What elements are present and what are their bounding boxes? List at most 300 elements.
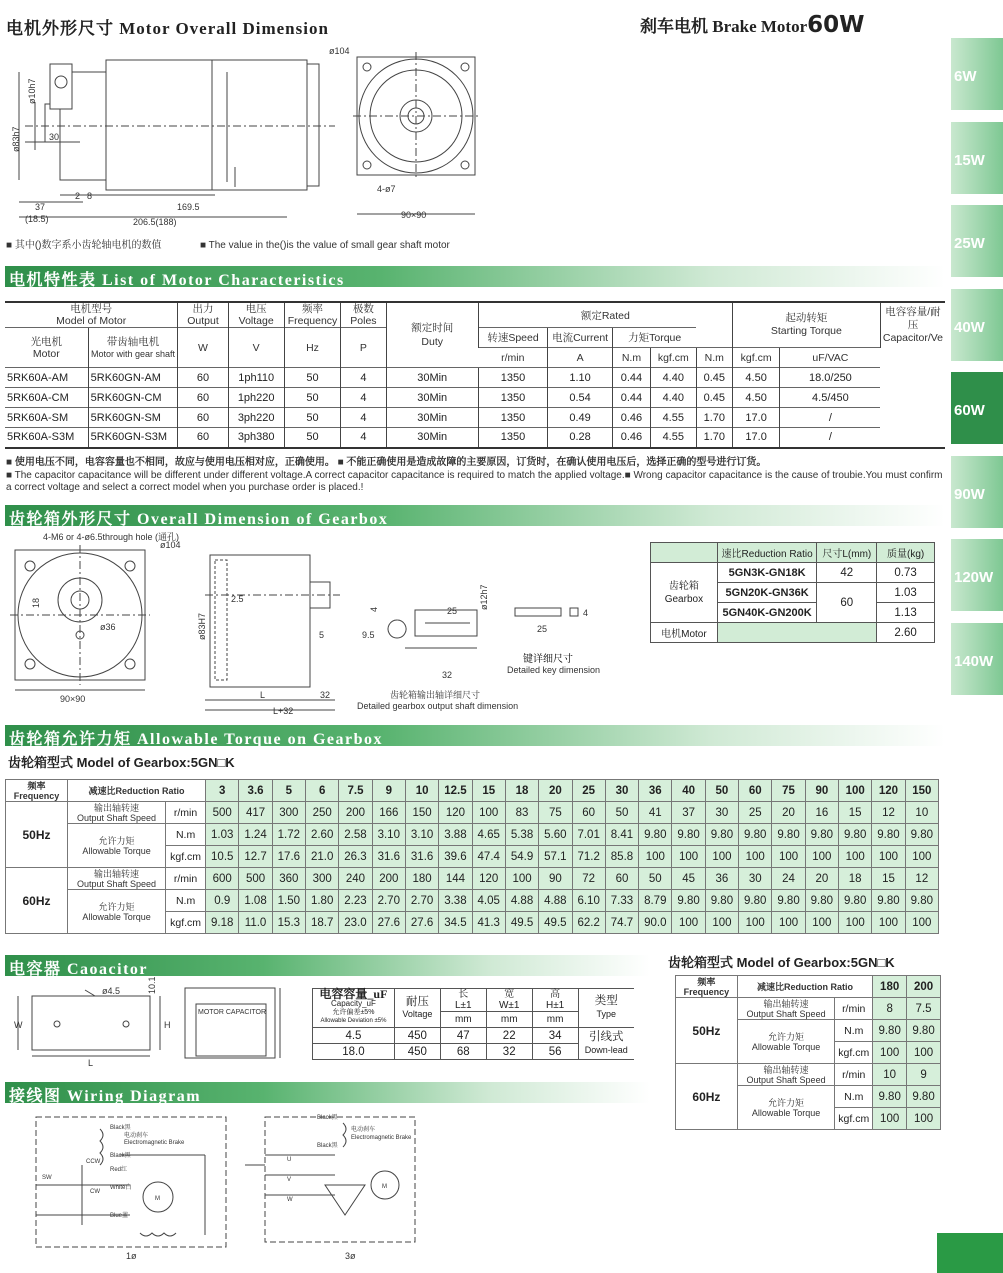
value-cell: 9.80 bbox=[872, 890, 905, 912]
value-cell: 20 bbox=[805, 868, 838, 890]
value-cell: 9.18 bbox=[206, 912, 239, 934]
value-cell: 50 bbox=[639, 868, 672, 890]
ratio-cell: 120 bbox=[872, 780, 905, 802]
cell: 5RK60A-SM bbox=[5, 408, 88, 428]
section-wiring: 接线图 Wiring Diagram bbox=[5, 1082, 650, 1103]
motor-note-en: ■ The value in the()is the value of small gear shaft motor bbox=[200, 240, 450, 251]
value-cell: 100 bbox=[739, 912, 772, 934]
ratio-cell: 15 bbox=[472, 780, 505, 802]
shaft-detail-en: Detailed gearbox output shaft dimension bbox=[357, 701, 519, 711]
gb-dim-label: 4 bbox=[369, 606, 379, 612]
value-cell: 4.88 bbox=[505, 890, 538, 912]
row-label-cn: 输出轴转速 bbox=[94, 802, 140, 813]
h-current: 电流Current bbox=[548, 328, 613, 348]
unit-cell: r/min bbox=[835, 1064, 873, 1086]
row-label-cn: 输出轴转速 bbox=[94, 868, 140, 879]
unit-cell: r/min bbox=[166, 802, 206, 824]
motor-note-cn: ■ 其中()数字系小齿轮轴电机的数值 bbox=[6, 240, 162, 251]
value-cell: 60 bbox=[605, 868, 638, 890]
cell: 5RK60A-CM bbox=[5, 388, 88, 408]
ratio-cell: 200 bbox=[907, 976, 941, 998]
cap-dim-label: ø4.5 bbox=[102, 986, 121, 996]
motor-label: 电机Motor bbox=[651, 623, 718, 643]
unit-mm: mm bbox=[440, 1012, 486, 1028]
cell: 1350 bbox=[478, 388, 547, 408]
table-row bbox=[6, 824, 939, 846]
dim-label: (18.5) bbox=[25, 214, 49, 224]
value-cell: 417 bbox=[239, 802, 272, 824]
gb-dim-label: ø83H7 bbox=[197, 612, 207, 640]
wire-label: 电动刹车 bbox=[124, 1133, 149, 1139]
value-cell: 37 bbox=[672, 802, 705, 824]
ratio-cell: 75 bbox=[772, 780, 805, 802]
torque-table bbox=[5, 779, 939, 934]
ratio-cell: 9 bbox=[372, 780, 405, 802]
cap-width: 22 bbox=[486, 1028, 532, 1044]
wire-label: M bbox=[155, 1196, 160, 1202]
ratio-cell: 60 bbox=[739, 780, 772, 802]
motor-dimension-drawing bbox=[5, 42, 505, 232]
h-motor-en: Motor bbox=[32, 347, 60, 360]
wire-label: Black黑 bbox=[110, 1125, 131, 1131]
value-cell: 8.41 bbox=[605, 824, 638, 846]
tab-40w[interactable]: 40W bbox=[951, 289, 1003, 361]
ratio-cell: 6 bbox=[306, 780, 339, 802]
row-label-en: Output Shaft Speed bbox=[77, 812, 157, 823]
value-cell: 90 bbox=[539, 868, 572, 890]
h-unit-kgf2: kgf.cm bbox=[732, 348, 780, 368]
value-cell: 72 bbox=[572, 868, 605, 890]
tab-90w[interactable]: 90W bbox=[951, 456, 1003, 528]
table-row bbox=[5, 408, 945, 428]
value-cell: 21.0 bbox=[306, 846, 339, 868]
value-cell: 5.38 bbox=[505, 824, 538, 846]
value-cell: 71.2 bbox=[572, 846, 605, 868]
value-cell: 100 bbox=[705, 912, 738, 934]
cell: 50 bbox=[284, 368, 341, 388]
value-cell: 100 bbox=[907, 1108, 941, 1130]
wire-label: Black黑 bbox=[110, 1153, 131, 1159]
gb-dim-label: L+32 bbox=[273, 706, 294, 716]
tab-15w[interactable]: 15W bbox=[951, 122, 1003, 194]
value-cell: 9.80 bbox=[907, 1086, 941, 1108]
value-cell: 39.6 bbox=[439, 846, 472, 868]
h-gear-cn: 带齿轴电机 bbox=[106, 335, 160, 348]
cell: 30Min bbox=[386, 408, 478, 428]
dim-label: 169.5 bbox=[177, 202, 200, 212]
frequency-cell: 50Hz bbox=[676, 998, 738, 1064]
type-en: Down-lead bbox=[584, 1044, 628, 1055]
h-freq-cn: 频率 bbox=[302, 303, 324, 315]
value-cell: 100 bbox=[705, 846, 738, 868]
gb-mass: 1.13 bbox=[877, 603, 935, 623]
value-cell: 9.80 bbox=[739, 890, 772, 912]
cell: 60 bbox=[178, 368, 228, 388]
page-corner-marker bbox=[937, 1233, 1003, 1273]
gb-length: 60 bbox=[817, 583, 877, 623]
dim-label: 37 bbox=[35, 202, 46, 212]
row-label-cn: 输出轴转速 bbox=[763, 998, 809, 1009]
value-cell: 7.33 bbox=[605, 890, 638, 912]
value-cell: 50 bbox=[605, 802, 638, 824]
row-label-cn: 允许力矩 bbox=[98, 901, 135, 912]
row-label bbox=[68, 868, 166, 890]
torque2-model-label: 齿轮箱型式 Model of Gearbox:5GN□K bbox=[668, 955, 895, 970]
ratio-cell: 90 bbox=[805, 780, 838, 802]
value-cell: 12.7 bbox=[239, 846, 272, 868]
cell: 50 bbox=[284, 428, 341, 448]
wire-label: 电动刹车 bbox=[351, 1127, 376, 1133]
value-cell: 24 bbox=[772, 868, 805, 890]
value-cell: 100 bbox=[872, 846, 905, 868]
cell: 60 bbox=[178, 428, 228, 448]
value-cell: 300 bbox=[306, 868, 339, 890]
cell: 0.46 bbox=[613, 428, 651, 448]
value-cell: 3.10 bbox=[372, 824, 405, 846]
dim-label: 4-ø7 bbox=[377, 184, 396, 194]
cell: 5RK60GN-S3M bbox=[88, 428, 178, 448]
section-gearbox-dimension: 齿轮箱外形尺寸 Overall Dimension of Gearbox bbox=[5, 505, 945, 526]
value-cell: 9.80 bbox=[772, 824, 805, 846]
wire-label: Black黑 bbox=[317, 1143, 338, 1149]
ratio-cell: 25 bbox=[572, 780, 605, 802]
frequency-cell: 60Hz bbox=[6, 868, 68, 934]
cell: 0.28 bbox=[548, 428, 613, 448]
dim-label: ø10h7 bbox=[27, 78, 37, 104]
row-label-cn: 允许力矩 bbox=[768, 1097, 805, 1108]
value-cell: 49.5 bbox=[539, 912, 572, 934]
h-volt-cn: 耐压 bbox=[405, 996, 429, 1008]
gb-dim-label: 5 bbox=[319, 630, 325, 640]
dim-label: 30 bbox=[49, 132, 60, 142]
row-label bbox=[68, 890, 166, 934]
value-cell: 41 bbox=[639, 802, 672, 824]
value-cell: 250 bbox=[306, 802, 339, 824]
gb-model: 5GN40K-GN200K bbox=[717, 603, 817, 623]
value-cell: 100 bbox=[873, 1108, 907, 1130]
cell: 5RK60GN-SM bbox=[88, 408, 178, 428]
value-cell: 100 bbox=[805, 912, 838, 934]
tab-25w[interactable]: 25W bbox=[951, 205, 1003, 277]
cell: 1350 bbox=[478, 428, 547, 448]
h-height-tol: H±1 bbox=[545, 1000, 565, 1011]
value-cell: 9.80 bbox=[805, 824, 838, 846]
ratio-cell: 20 bbox=[539, 780, 572, 802]
cell: / bbox=[780, 408, 880, 428]
value-cell: 10 bbox=[873, 1064, 907, 1086]
cell: 4.40 bbox=[650, 368, 696, 388]
tab-60w[interactable]: 60W bbox=[951, 372, 1003, 444]
unit-cell: kgf.cm bbox=[166, 846, 206, 868]
capacitor-drawing bbox=[10, 976, 310, 1068]
section-capacitor: 电容器 Caoacitor bbox=[5, 955, 650, 976]
h-width: 宽 bbox=[504, 989, 515, 1000]
value-cell: 15 bbox=[872, 868, 905, 890]
gb-length: 42 bbox=[817, 563, 877, 583]
value-cell: 1.03 bbox=[206, 824, 239, 846]
tab-6w[interactable]: 6W bbox=[951, 38, 1003, 110]
type-cn: 引线式 bbox=[589, 1030, 624, 1043]
value-cell: 3.10 bbox=[405, 824, 438, 846]
h-torque: 力矩Torque bbox=[613, 328, 697, 348]
ratio-cell: 150 bbox=[905, 780, 938, 802]
h-voltage-en: Voltage bbox=[238, 315, 274, 327]
dim-label: ø83h7 bbox=[11, 126, 21, 152]
gb-dim-label: 18 bbox=[31, 597, 41, 608]
h-unit-nm2: N.m bbox=[696, 348, 732, 368]
value-cell: 9.80 bbox=[839, 890, 872, 912]
h-unit-p: P bbox=[341, 328, 386, 368]
gb-dim-label: 25 bbox=[537, 624, 548, 634]
cell: 0.49 bbox=[548, 408, 613, 428]
h-cap-en: Capacitor/Ve bbox=[882, 331, 943, 344]
gearbox-en: Gearbox bbox=[664, 593, 704, 605]
h-ratio: 速比Reduction Ratio bbox=[717, 543, 817, 563]
unit-cell: N.m bbox=[166, 824, 206, 846]
cell: 0.45 bbox=[696, 368, 732, 388]
wire-label: U bbox=[287, 1157, 292, 1163]
h-motor-cn: 光电机 bbox=[30, 335, 63, 348]
unit-mm: mm bbox=[486, 1012, 532, 1028]
table-row bbox=[5, 388, 945, 408]
value-cell: 10 bbox=[905, 802, 938, 824]
value-cell: 1.08 bbox=[239, 890, 272, 912]
value-cell: 60 bbox=[572, 802, 605, 824]
value-cell: 16 bbox=[805, 802, 838, 824]
value-cell: 20 bbox=[772, 802, 805, 824]
cell: 3ph220 bbox=[228, 408, 284, 428]
value-cell: 100 bbox=[772, 912, 805, 934]
value-cell: 5.60 bbox=[539, 824, 572, 846]
wiring-1ph-caption: 1ø bbox=[126, 1251, 137, 1261]
cell: 17.0 bbox=[732, 428, 780, 448]
cap-length: 68 bbox=[440, 1044, 486, 1060]
value-cell: 120 bbox=[472, 868, 505, 890]
section-torque: 齿轮箱允许力矩 Allowable Torque on Gearbox bbox=[5, 725, 945, 746]
cell: 1.70 bbox=[696, 428, 732, 448]
value-cell: 15 bbox=[839, 802, 872, 824]
ratio-cell: 18 bbox=[505, 780, 538, 802]
cap-value: 18.0 bbox=[313, 1044, 395, 1060]
value-cell: 4.65 bbox=[472, 824, 505, 846]
tab-140w[interactable]: 140W bbox=[951, 623, 1003, 695]
h-volt-en: Voltage bbox=[402, 1009, 433, 1019]
value-cell: 30 bbox=[705, 802, 738, 824]
wire-label: Blue蓝 bbox=[110, 1213, 129, 1219]
row-label bbox=[737, 998, 834, 1020]
h-unit-uf: uF/VAC bbox=[780, 348, 880, 368]
ratio-cell: 7.5 bbox=[339, 780, 372, 802]
cap-dim-label: MOTOR CAPACITOR bbox=[198, 1009, 267, 1016]
product-power: 60W bbox=[807, 12, 865, 38]
cap-height: 34 bbox=[532, 1028, 578, 1044]
h-type-cn: 类型 bbox=[594, 995, 618, 1007]
cell: 60 bbox=[178, 408, 228, 428]
product-name: 刹车电机 Brake Motor bbox=[640, 17, 808, 36]
ratio-header-row bbox=[6, 780, 939, 802]
cell: 5RK60A-AM bbox=[5, 368, 88, 388]
h-voltage-cn: 电压 bbox=[245, 303, 267, 315]
h-duty-cn: 额定时间 bbox=[411, 322, 454, 334]
value-cell: 100 bbox=[672, 912, 705, 934]
ratio-cell: 40 bbox=[672, 780, 705, 802]
table-row bbox=[5, 428, 945, 448]
characteristics-note-en: ■ The capacitor capacitance will be different under different voltage.A correct capacitor capacitance is required to match the applied voltage.■ Wrong capacitor capacitance is the cause of troubie.You must confirm a correct voltage and select a correct model when you purchase order is placed.! bbox=[6, 470, 943, 493]
ratio-label: 减速比Reduction Ratio bbox=[737, 976, 872, 998]
h-model-cn: 电机型号 bbox=[70, 303, 113, 315]
value-cell: 9.80 bbox=[772, 890, 805, 912]
gearbox-dimension-drawing bbox=[5, 530, 635, 715]
row-label bbox=[737, 1086, 834, 1130]
value-cell: 31.6 bbox=[405, 846, 438, 868]
h-length-tol: L±1 bbox=[454, 1000, 472, 1011]
value-cell: 57.1 bbox=[539, 846, 572, 868]
cell: 18.0/250 bbox=[780, 368, 880, 388]
unit-cell: N.m bbox=[166, 890, 206, 912]
capacitor-table bbox=[312, 988, 634, 1060]
cell: 50 bbox=[284, 408, 341, 428]
value-cell: 74.7 bbox=[605, 912, 638, 934]
tab-120w[interactable]: 120W bbox=[951, 539, 1003, 611]
value-cell: 18.7 bbox=[306, 912, 339, 934]
value-cell: 27.6 bbox=[372, 912, 405, 934]
wire-label: Electromagnetic Brake bbox=[351, 1135, 412, 1141]
wire-label: V bbox=[287, 1177, 292, 1183]
value-cell: 100 bbox=[639, 846, 672, 868]
h-cap-cn: 电容容量/耐压 bbox=[885, 305, 941, 331]
dim-label: 2 bbox=[75, 191, 81, 201]
value-cell: 1.80 bbox=[306, 890, 339, 912]
ratio-cell: 100 bbox=[839, 780, 872, 802]
value-cell: 4.88 bbox=[539, 890, 572, 912]
row-label-cn: 允许力矩 bbox=[768, 1031, 805, 1042]
ratio-cell: 36 bbox=[639, 780, 672, 802]
value-cell: 100 bbox=[872, 912, 905, 934]
cell: 4 bbox=[341, 388, 386, 408]
value-cell: 240 bbox=[339, 868, 372, 890]
cell: 4 bbox=[341, 368, 386, 388]
wire-label: SW bbox=[42, 1175, 52, 1181]
value-cell: 8 bbox=[873, 998, 907, 1020]
cell: 0.44 bbox=[613, 368, 651, 388]
value-cell: 1.24 bbox=[239, 824, 272, 846]
cell: 0.44 bbox=[613, 388, 651, 408]
value-cell: 100 bbox=[839, 846, 872, 868]
value-cell: 7.01 bbox=[572, 824, 605, 846]
value-cell: 25 bbox=[739, 802, 772, 824]
cell: 17.0 bbox=[732, 408, 780, 428]
characteristics-note-cn: ■ 使用电压不同，电容容量也不相同，故应与使用电压相对应，正确使用。 ■ 不能正确使用是造成故障的主要原因，订货时，在确认使用电压后，选择正确的型号进行订货。 bbox=[6, 457, 767, 468]
characteristics-table bbox=[5, 301, 945, 449]
value-cell: 26.3 bbox=[339, 846, 372, 868]
key-detail-cn: 键详细尺寸 bbox=[523, 654, 573, 665]
cell: 3ph380 bbox=[228, 428, 284, 448]
wire-label: Red红 bbox=[110, 1167, 128, 1173]
cell: 4.55 bbox=[650, 428, 696, 448]
cell: 4 bbox=[341, 408, 386, 428]
value-cell: 100 bbox=[772, 846, 805, 868]
value-cell: 9.80 bbox=[905, 824, 938, 846]
wire-label: Black黑 bbox=[317, 1115, 338, 1121]
value-cell: 41.3 bbox=[472, 912, 505, 934]
gearbox-mass-table bbox=[650, 542, 935, 643]
value-cell: 36 bbox=[705, 868, 738, 890]
wiring-diagram-1ph bbox=[20, 1105, 235, 1263]
value-cell: 100 bbox=[839, 912, 872, 934]
gb-dim-label: ø104 bbox=[160, 540, 181, 550]
value-cell: 75 bbox=[539, 802, 572, 824]
value-cell: 300 bbox=[272, 802, 305, 824]
value-cell: 15.3 bbox=[272, 912, 305, 934]
cap-width: 32 bbox=[486, 1044, 532, 1060]
cell: 30Min bbox=[386, 368, 478, 388]
table-row bbox=[676, 1064, 941, 1086]
key-detail-en: Detailed key dimension bbox=[507, 665, 601, 675]
value-cell: 9.80 bbox=[872, 824, 905, 846]
section-characteristics: 电机特性表 List of Motor Characteristics bbox=[5, 266, 945, 287]
gb-dim-label: ø36 bbox=[100, 622, 116, 632]
cell: 30Min bbox=[386, 388, 478, 408]
h-start-cn: 起动转矩 bbox=[785, 312, 828, 324]
cell: 1ph220 bbox=[228, 388, 284, 408]
gearbox-cn: 齿轮箱 bbox=[668, 580, 699, 592]
unit-cell: r/min bbox=[835, 998, 873, 1020]
value-cell: 100 bbox=[905, 912, 938, 934]
cap-dim-label: W bbox=[14, 1020, 23, 1030]
row-label bbox=[68, 802, 166, 824]
unit-cell: N.m bbox=[835, 1020, 873, 1042]
h-output-cn: 出力 bbox=[192, 303, 214, 315]
torque-table-high-ratio bbox=[675, 975, 941, 1130]
row-label-cn: 允许力矩 bbox=[98, 835, 135, 846]
h-model-en: Model of Motor bbox=[56, 315, 127, 327]
table-row bbox=[6, 868, 939, 890]
h-start-en: Starting Torque bbox=[770, 325, 842, 337]
value-cell: 100 bbox=[505, 868, 538, 890]
h-capacity-cn: 电容容量_uF bbox=[319, 987, 388, 1001]
table-row bbox=[6, 802, 939, 824]
h-width-tol: W±1 bbox=[498, 1000, 520, 1011]
gb-dim-label: L bbox=[260, 690, 266, 700]
gb-dim-label: 32 bbox=[320, 690, 331, 700]
table-row bbox=[5, 368, 945, 388]
h-poles-en: Poles bbox=[350, 315, 377, 327]
value-cell: 100 bbox=[805, 846, 838, 868]
dim-label: 8 bbox=[87, 191, 93, 201]
unit-cell: N.m bbox=[835, 1086, 873, 1108]
value-cell: 1.50 bbox=[272, 890, 305, 912]
value-cell: 17.6 bbox=[272, 846, 305, 868]
row-label-en: Allowable Torque bbox=[82, 845, 151, 856]
value-cell: 62.2 bbox=[572, 912, 605, 934]
h-capacity-en: Capacity_uF bbox=[330, 999, 376, 1008]
cell: 0.54 bbox=[548, 388, 613, 408]
gb-dim-label: 4 bbox=[583, 608, 589, 618]
row-label-cn: 输出轴转速 bbox=[763, 1064, 809, 1075]
h-length: 长 bbox=[458, 989, 469, 1000]
value-cell: 6.10 bbox=[572, 890, 605, 912]
value-cell: 11.0 bbox=[239, 912, 272, 934]
value-cell: 100 bbox=[672, 846, 705, 868]
h-output-en: Output bbox=[187, 315, 219, 327]
cell: 30Min bbox=[386, 428, 478, 448]
value-cell: 54.9 bbox=[505, 846, 538, 868]
cell: / bbox=[780, 428, 880, 448]
ratio-cell: 12.5 bbox=[439, 780, 472, 802]
gb-dim-label: 90×90 bbox=[60, 694, 86, 704]
dim-label: 90×90 bbox=[401, 210, 427, 220]
ratio-cell: 3.6 bbox=[239, 780, 272, 802]
